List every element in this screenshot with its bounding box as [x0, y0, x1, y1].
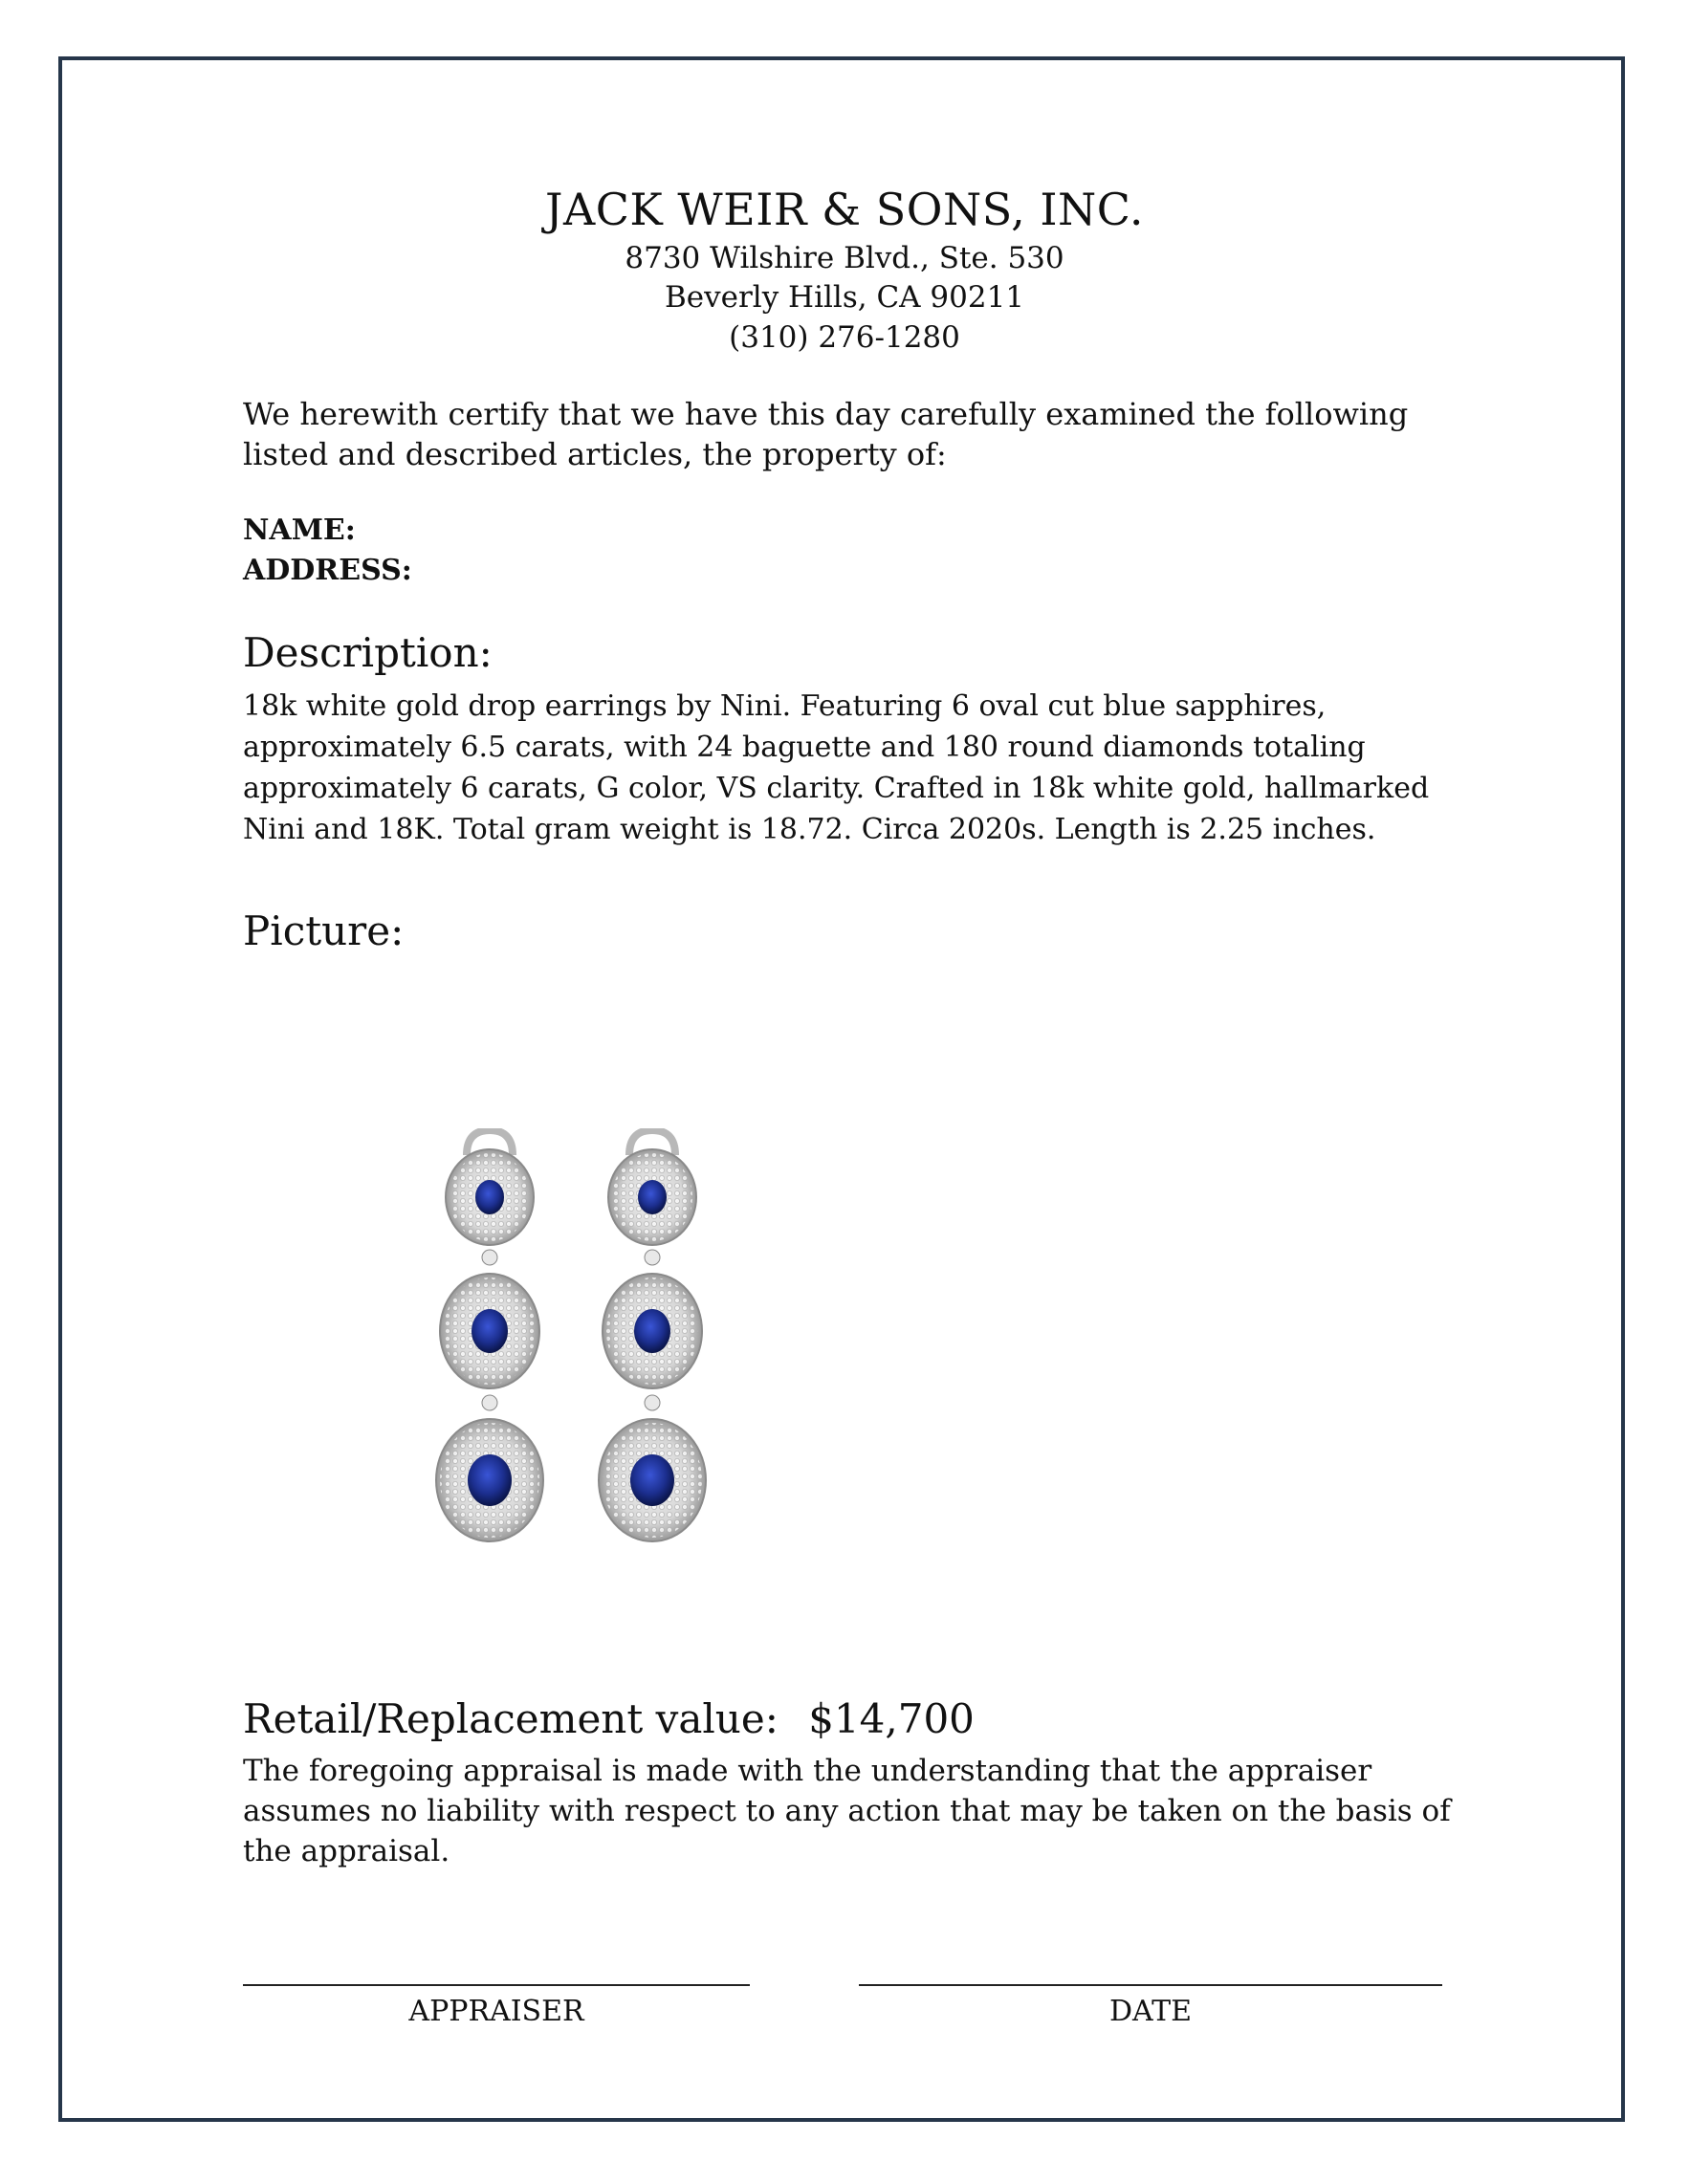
description-text: 18k white gold drop earrings by Nini. Featuring 6 oval cut blue sapphires, approximately 6.5 carats, with 24 baguette and 180 round diamonds totaling approximately 6 carats, G color, VS clarity. Crafted in 18k white gold, hallmarked Nini and 18K. Total gram weight is 18.72. Circa 2020s. Length is 2.25 inches. [243, 689, 1430, 846]
date-signature-line [859, 1984, 1442, 1986]
name-label: NAME: [243, 513, 356, 547]
certification-statement: We herewith certify that we have this day carefully examined the following listed and described articles, the property of: [243, 396, 1409, 472]
company-phone: (310) 276-1280 [729, 320, 960, 355]
appraiser-signature-line [243, 1984, 750, 1986]
picture-heading: Picture: [243, 907, 405, 954]
right-earring [599, 1130, 706, 1541]
company-address-line2: Beverly Hills, CA 90211 [664, 280, 1025, 315]
date-label: DATE [1109, 1995, 1192, 2028]
left-earring [436, 1130, 543, 1541]
retail-value-amount: $14,700 [808, 1695, 975, 1742]
earrings-photo [421, 1128, 765, 1568]
company-address-line1: 8730 Wilshire Blvd., Ste. 530 [625, 241, 1064, 275]
earrings-illustration [421, 1128, 765, 1568]
retail-value-line [243, 1694, 1486, 1744]
company-name: JACK WEIR & SONS, INC. [545, 184, 1144, 235]
description-heading: Description: [243, 629, 493, 676]
appraiser-label: APPRAISER [408, 1995, 584, 2028]
retail-value-label: Retail/Replacement value: [243, 1695, 779, 1742]
disclaimer-text: The foregoing appraisal is made with the understanding that the appraiser assumes no liability with respect to any action that may be taken on the basis of the appraisal. [243, 1754, 1451, 1868]
address-label: ADDRESS: [243, 554, 412, 587]
